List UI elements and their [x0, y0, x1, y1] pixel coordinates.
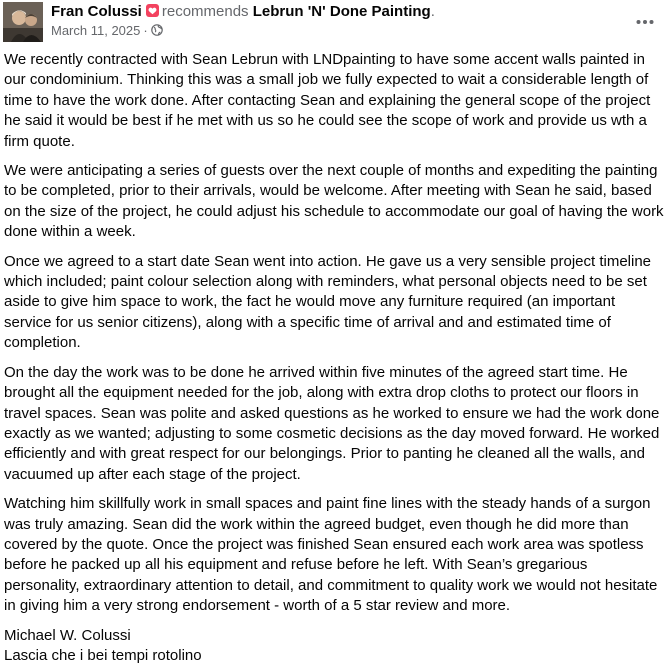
page-name-link[interactable]: Lebrun 'N' Done Painting: [252, 3, 431, 20]
review-paragraph-1: We recently contracted with Sean Lebrun with LNDpainting to have some accent walls painted in our condominium. Thinking this was a small job we fully expected to wait a considerable length of time to have the work done. After contacting Sean and explaining the general scope of the project he said it would be best if he met with us so he could see the scope of work and provide us wth a firm quote.: [4, 51, 651, 150]
post-date[interactable]: March 11, 2025: [51, 23, 141, 38]
signature-motto: Lascia che i bei tempi rotolino: [4, 646, 202, 664]
more-options-icon: [631, 8, 659, 36]
more-options-button[interactable]: [631, 8, 659, 36]
recommendation-icon: [146, 4, 159, 17]
review-paragraph-4: On the day the work was to be done he arrived within five minutes of the agreed start time. He brought all the equipment needed for the job, along with extra drop cloths to protect our floors in travel spaces. Sean was polite and asked questions as he worked to ensure we had the work done exactly as we wanted; adjusting to some cosmetic decisions as the day moved forward. He worked efficiently and with great respect for our belongings. Prior to panting he cleaned all the walls, and vacuumed up after each stage of the project.: [4, 363, 660, 483]
recommends-text: recommends: [161, 3, 249, 20]
review-paragraph-5: Watching him skillfully work in small spaces and paint fine lines with the steady hands of a surgon was truly amazing. Sean did the work within the agreed budget, even though he did more than covered by the quote. Once the project was finished Sean ensured each work area was spotless before he packed up all his equipment and refuse before he left. With Sean’s gregarious personality, extraordinary attention to detail, and commitment to quality work we would not hesitate in giving him a very strong endorsement - worth of a 5 star review and more.: [4, 495, 658, 615]
avatar-photo: [3, 2, 43, 42]
avatar[interactable]: [3, 2, 43, 42]
review-paragraph-2: We were anticipating a series of guests over the next couple of months and expediting the painting to be completed, prior to their arrivals, would be welcome. After meeting with Sean he said, based on the size of the project, he could adjust his schedule to accommodate our goal of having the work done within a week.: [4, 162, 664, 241]
post-header: [0, 0, 671, 42]
header-period: .: [430, 3, 435, 20]
globe-icon[interactable]: [151, 24, 163, 36]
author-name[interactable]: Fran Colussi: [51, 3, 142, 20]
post-body: [4, 50, 666, 666]
meta-separator: ·: [143, 23, 148, 38]
review-paragraph-3: Once we agreed to a start date Sean went into action. He gave us a very sensible project timeline which included; paint colour selection along with reminders, what personal objects need to be set aside to give him space to work, the fact he would move any furniture required (an important service for us senior citizens), along with a specific time of arrival and and estimated time of completion.: [4, 252, 652, 352]
post-header-line: [51, 2, 435, 22]
signature-name: Michael W. Colussi: [4, 626, 131, 644]
post-meta: [51, 23, 163, 39]
